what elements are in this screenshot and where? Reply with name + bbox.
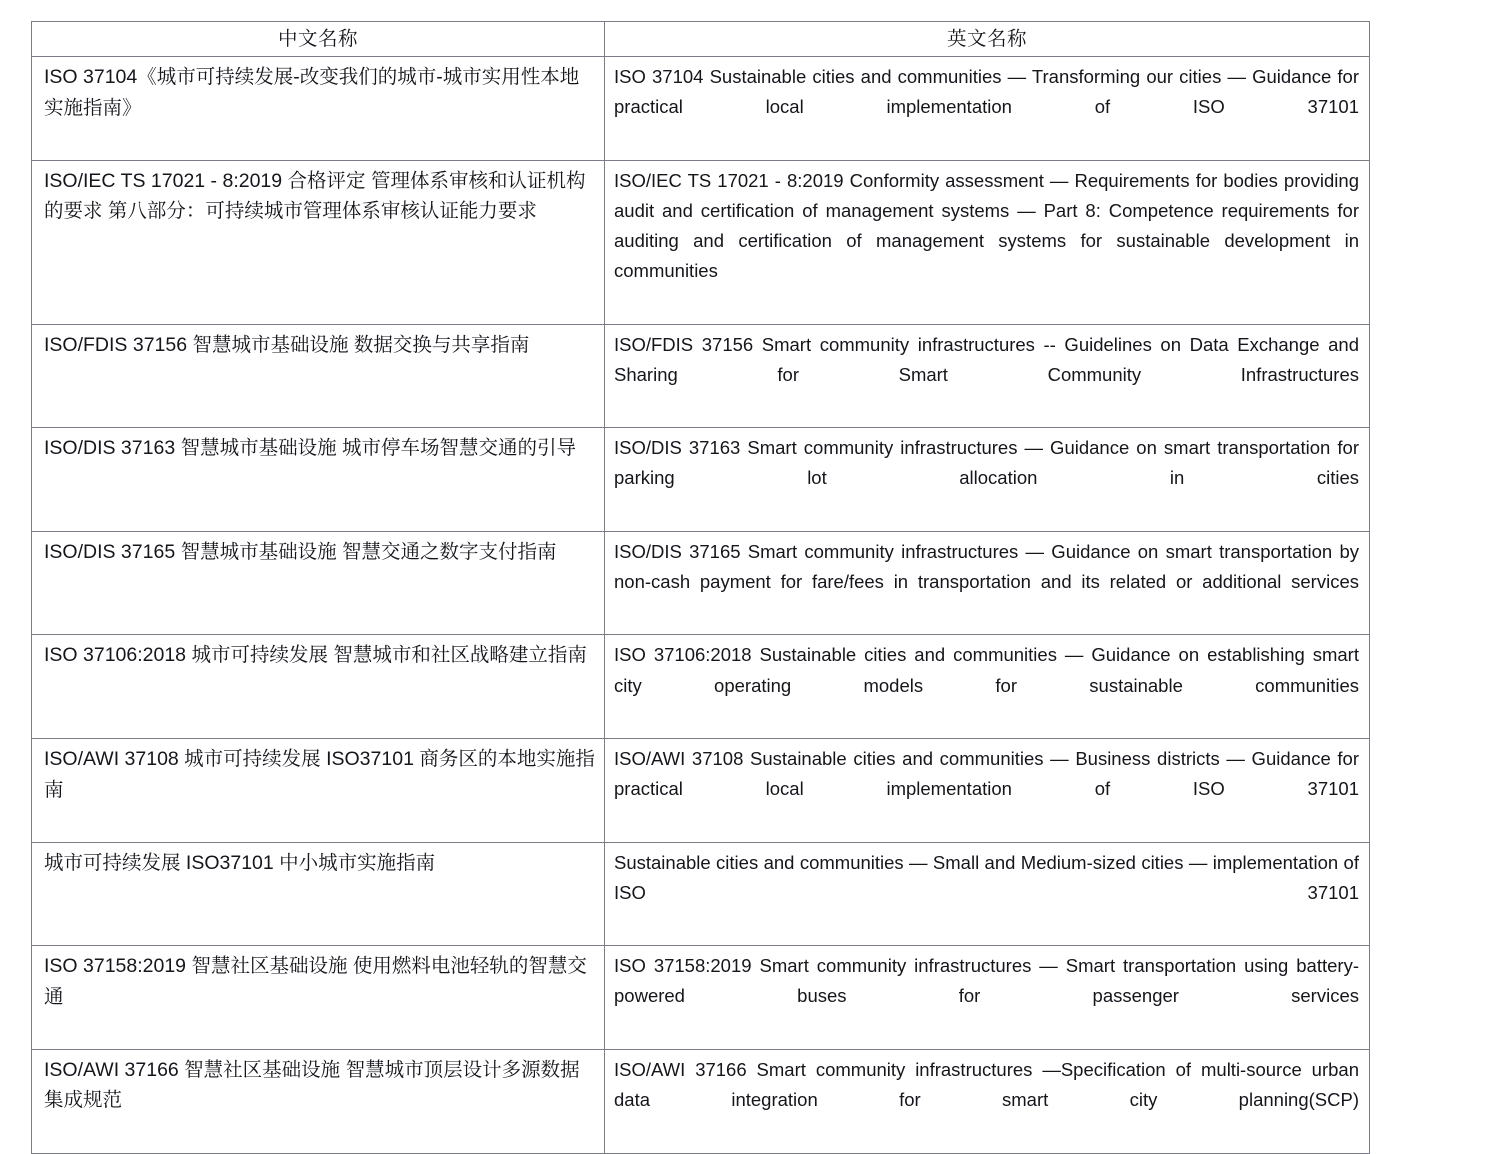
cell-chinese-name-text: ISO/IEC TS 17021 - 8:2019 合格评定 管理体系审核和认证机构的要求 第八部分：可持续城市管理体系审核认证能力要求 [44, 169, 586, 223]
table-row [32, 57, 1370, 161]
cell-english-name-text: ISO 37104 Sustainable cities and communities — Transforming our cities — Guidance for practical local implementation of ISO 37101 [614, 66, 1359, 118]
column-header-english-name-label: 英文名称 [946, 27, 1027, 50]
cell-english-name-text: ISO 37106:2018 Sustainable cities and communities — Guidance on establishing smart city operating models for sustainable communities [614, 644, 1359, 696]
table-row [32, 160, 1370, 324]
cell-english-name [605, 635, 1370, 739]
cell-english-name-text: ISO/AWI 37108 Sustainable cities and communities — Business districts — Guidance for practical local implementation of ISO 37101 [614, 748, 1359, 800]
column-header-chinese-name [32, 22, 605, 57]
cell-chinese-name-text: ISO 37104《城市可持续发展-改变我们的城市-城市实用性本地实施指南》 [44, 66, 580, 119]
table-row [32, 635, 1370, 739]
cell-english-name [605, 946, 1370, 1050]
table-row [32, 946, 1370, 1050]
cell-english-name-text: ISO 37158:2019 Smart community infrastructures — Smart transportation using battery-powered buses for passenger services [614, 955, 1359, 1007]
cell-english-name [605, 428, 1370, 532]
table-body [32, 57, 1370, 1154]
cell-chinese-name [32, 946, 605, 1050]
cell-chinese-name-text: ISO/DIS 37165 智慧城市基础设施 智慧交通之数字支付指南 [44, 540, 557, 563]
table-row [32, 428, 1370, 532]
cell-chinese-name-text: ISO/AWI 37108 城市可持续发展 ISO37101 商务区的本地实施指南 [44, 748, 595, 801]
table-header-row [32, 22, 1370, 57]
cell-chinese-name-text: ISO/AWI 37166 智慧社区基础设施 智慧城市顶层设计多源数据集成规范 [44, 1058, 580, 1112]
cell-english-name [605, 842, 1370, 946]
cell-english-name-text: ISO/DIS 37165 Smart community infrastructures — Guidance on smart transportation by non-cash payment for fare/fees in transportation and its related or additional services [614, 540, 1359, 593]
cell-chinese-name [32, 1049, 605, 1153]
cell-english-name [605, 1049, 1370, 1153]
cell-english-name [605, 531, 1370, 635]
column-header-english-name [605, 22, 1370, 57]
cell-chinese-name-text: ISO 37158:2019 智慧社区基础设施 使用燃料电池轻轨的智慧交通 [44, 955, 587, 1008]
cell-chinese-name [32, 739, 605, 843]
table-row [32, 531, 1370, 635]
cell-english-name-text: ISO/AWI 37166 Smart community infrastructures —Specification of multi-source urban data integration for smart city planning(SCP) [614, 1058, 1359, 1111]
standards-table-container [31, 21, 1369, 1154]
cell-chinese-name [32, 160, 605, 324]
cell-chinese-name [32, 842, 605, 946]
cell-chinese-name-text: 城市可持续发展 ISO37101 中小城市实施指南 [44, 851, 436, 874]
table-row [32, 842, 1370, 946]
table-header [32, 22, 1370, 57]
cell-english-name-text: ISO/FDIS 37156 Smart community infrastructures -- Guidelines on Data Exchange and Sharing for Smart Community Infrastructures [614, 333, 1359, 385]
cell-english-name-text: Sustainable cities and communities — Small and Medium-sized cities — implementation of ISO 37101 [614, 851, 1359, 903]
cell-english-name [605, 324, 1370, 428]
cell-chinese-name-text: ISO 37106:2018 城市可持续发展 智慧城市和社区战略建立指南 [44, 644, 587, 667]
cell-chinese-name [32, 324, 605, 428]
table-row [32, 739, 1370, 843]
cell-chinese-name-text: ISO/FDIS 37156 智慧城市基础设施 数据交换与共享指南 [44, 333, 530, 356]
table-row [32, 1049, 1370, 1153]
cell-chinese-name [32, 428, 605, 532]
cell-english-name-text: ISO/DIS 37163 Smart community infrastructures — Guidance on smart transportation for parking lot allocation in cities [614, 437, 1359, 489]
table-row [32, 324, 1370, 428]
cell-english-name [605, 57, 1370, 161]
cell-chinese-name-text: ISO/DIS 37163 智慧城市基础设施 城市停车场智慧交通的引导 [44, 437, 576, 460]
cell-english-name [605, 739, 1370, 843]
cell-chinese-name [32, 531, 605, 635]
standards-table [31, 21, 1370, 1154]
column-header-chinese-name-label: 中文名称 [277, 27, 358, 50]
cell-english-name-text: ISO/IEC TS 17021 - 8:2019 Conformity assessment — Requirements for bodies providing audit and certification of management systems — Part 8: Competence requirements for auditing and certification of management systems for sustainable development in communities [614, 169, 1359, 282]
cell-english-name [605, 160, 1370, 324]
cell-chinese-name [32, 635, 605, 739]
cell-chinese-name [32, 57, 605, 161]
